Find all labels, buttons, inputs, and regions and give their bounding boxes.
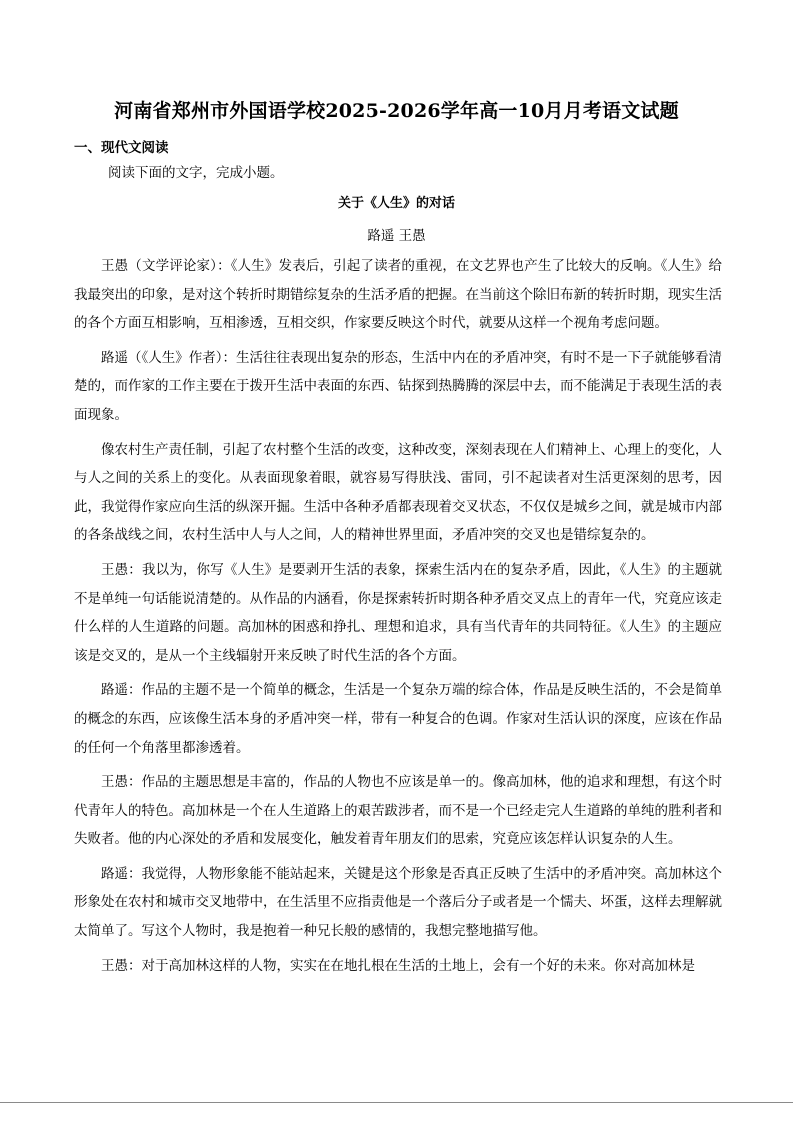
- reading-instruction: 阅读下面的文字，完成小题。: [108, 165, 284, 181]
- document-title: 河南省郑州市外国语学校2025-2026学年高一10月月考语文试题: [114, 100, 679, 122]
- paragraph-7: 路遥：我觉得，人物形象能不能站起来，关键是这个形象是否真正反映了生活中的矛盾冲突。高加林这个形象处在农村和城市交叉地带中，在生活里不应指责他是一个落后分子或者是一个懦夫、坏蛋，这样去理解就太简单了。写这个人物时，我是抱着一种兄长般的感情的，我想完整地描写他。: [74, 865, 722, 940]
- article-title: 关于《人生》的对话: [337, 196, 455, 211]
- paragraph-3: 像农村生产责任制，引起了农村整个生活的改变，这种改变，深刻表现在人们精神上、心理上的变化，人与人之间的关系上的变化。从表面现象着眼，就容易写得肤浅、雷同，引不起读者对生活更深刻的思考，因此，我觉得作家应向生活的纵深开掘。生活中各种矛盾都表现着交叉状态，不仅仅是城乡之间，就是城市内部的各条战线之间，农村生活中人与人之间，人的精神世界里面，矛盾冲突的交叉也是错综复杂的。: [74, 441, 722, 544]
- paragraph-8: 王愚：对于高加林这样的人物，实实在在地扎根在生活的土地上，会有一个好的未来。你对高加林是: [101, 957, 695, 974]
- paragraph-1: 王愚（文学评论家）：《人生》发表后，引起了读者的重视，在文艺界也产生了比较大的反响。《人生》给我最突出的印象，是对这个转折时期错综复杂的生活矛盾的把握。在当前这个除旧布新的转折时期，现实生活的各个方面互相影响，互相渗透，互相交织，作家要反映这个时代，就要从这样一个视角考虑问题。: [74, 258, 722, 332]
- paragraph-6: 王愚：作品的主题思想是丰富的，作品的人物也不应该是单一的。像高加林，他的追求和理想，有这个时代青年人的特色。高加林是一个在人生道路上的艰苦跋涉者，而不是一个已经走完人生道路的单纯的胜利者和失败者。他的内心深处的矛盾和发展变化，触发着青年朋友们的思索，究竟应该怎样认识复杂的人生。: [74, 774, 722, 848]
- article-body: [74, 252, 722, 986]
- paragraph-5: 路遥：作品的主题不是一个简单的概念，生活是一个复杂万端的综合体，作品是反映生活的，不会是简单的概念的东西，应该像生活本身的矛盾冲突一样，带有一种复合的色调。作家对生活认识的深度，应该在作品的任何一个角落里都渗透着。: [74, 682, 722, 756]
- article-authors: 路遥 王愚: [367, 228, 426, 244]
- paragraph-2: 路遥（《人生》作者）：生活往往表现出复杂的形态，生活中内在的矛盾冲突，有时不是一下子就能够看清楚的，而作家的工作主要在于拨开生活中表面的东西、钻探到热腾腾的深层中去，而不能满足于表现生活的表面现象。: [74, 349, 722, 423]
- paragraph-4: 王愚：我以为，你写《人生》是要剥开生活的表象，探索生活内在的复杂矛盾，因此，《人生》的主题就不是单纯一句话能说清楚的。从作品的内涵看，你是探索转折时期各种矛盾交叉点上的青年一代，究竟应该走什么样的人生道路的问题。高加林的困惑和挣扎、理想和追求，具有当代青年的共同特征。《人生》的主题应该是交叉的，是从一个主线辐射开来反映了时代生活的各个方面。: [74, 561, 722, 664]
- section-heading: 一、现代文阅读: [74, 140, 169, 156]
- page-bottom-divider: [0, 1102, 793, 1103]
